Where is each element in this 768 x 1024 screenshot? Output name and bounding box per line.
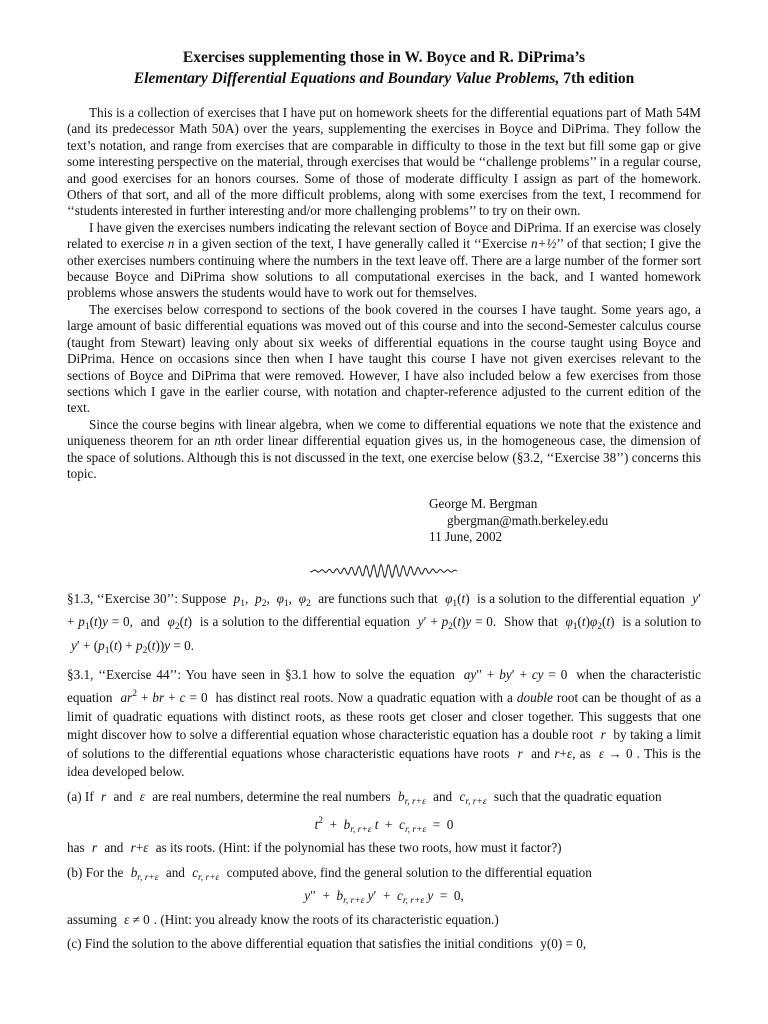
document-page	[67, 48, 701, 960]
exercise-part-c: (c) Find the solution to the above differential equation that satisfies the initial conditions y(0) = 0,	[67, 936, 587, 952]
intro-paragraph-1: This is a collection of exercises that I have put on homework sheets for the differential equations part of Math 54M (and its predecessor Math 50A) over the years, supplementing the exercises in Boyce and DiPrima. They follow the text’s notation, and range from exercises that are comparable in difficulty to those in the text but fill some gap or give some interesting perspective on the material, through exercises that would be ‘‘challenge problems’’ in a regular course, and good exercises for an honors courses. Some of those of moderate difficulty I assign as part of the homework. Others of that sort, and all of the more difficult problems, along with some exercises from the text, I recommend for ‘‘students interested in further interesting and/or more challenging problems’’ to try on their own.	[67, 105, 701, 219]
exercise-label: §1.3, ‘‘Exercise 30’’:	[67, 590, 179, 606]
intro-paragraph-3: The exercises below correspond to sections of the book covered in the courses I have taught. Some years ago, a large amount of basic differential equations was moved out of this course and into the second-Semester calculus course (taught from Stewart) leaving only about six weeks of differential equations in the course taught using Boyce and DiPrima. Hence on occasions since then when I have taught this course I have not given exercises relevant to the sections of Boyce and DiPrima that were removed. However, I have also included below a few exercises from those sections which I gave in the earlier course, with notation and chapter-reference adjusted to the current edition of the text.	[67, 301, 701, 416]
book-title: Elementary Differential Equations and Boundary Value Problems,	[133, 70, 560, 87]
intro-paragraph-2: I have given the exercises numbers indicating the relevant section of Boyce and DiPrima. If an exercise was closely related to exercise n in a given section of the text, I have generally called it ‘‘Exercise n+½’’ of that section; I give the other exercises numbers continuing where the numbers in the text leave off. There are a large number of the former sort because Boyce and DiPrima show solutions to all computational exercises in the back, and I wanted homework problems whose answers the students would have to work out for themselves.	[67, 219, 701, 301]
document-date: 11 June, 2002	[429, 529, 503, 545]
edition-label: 7th edition	[559, 70, 635, 87]
equation-quadratic: $t^2 + b_{r, r+\varepsilon}$ $t + c_{r, r+\varepsilon} = 0$	[314, 815, 454, 835]
author-name: George M. Bergman	[429, 496, 538, 512]
exercise-part-a: (a) If r and ε are real numbers, determine the real numbers $b_{r, r+\varepsilon}$ and $c_{r, r+\varepsilon}$ such that the quadratic equation	[67, 788, 662, 807]
intro-paragraph-4: Since the course begins with linear algebra, when we come to differential equations we note that the existence and uniqueness theorem for an nth order linear differential equation gives us, in the homogeneous case, the dimension of the space of solutions. Although this is not discussed in the text, one exercise below (§3.2, ‘‘Exercise 38’’) concerns this topic.	[67, 416, 701, 481]
exercise-3-1: §3.1, ‘‘Exercise 44’’: You have seen in §3.1 how to solve the equation ay′′ + by′ + cy = 0 when the characteristic equation $ar^2$ + br + c = 0 has distinct real roots. Now a quadratic equation with a double root can be thought of as a limit of quadratic equations with distinct roots, as these roots get closer and closer together. This suggests that one might discover how to solve a differential equation whose characteristic equation has a double root r by taking a limit of solutions to the differential equations whose characteristic equations have roots r and r+ε, as ε → 0 . This is the idea developed below.	[67, 667, 702, 780]
exercise-label: §3.1, ‘‘Exercise 44’’:	[67, 667, 182, 683]
exercise-part-b-cont: assuming ε ≠ 0 . (Hint: you already know the roots of its characteristic equation.)	[67, 911, 499, 927]
title-line-1: Exercises supplementing those in W. Boyce and R. DiPrima’s	[182, 49, 586, 66]
intro-section	[67, 105, 701, 482]
exercise-part-b: (b) For the $b_{r, r+\varepsilon}$ and $c_{r, r+\varepsilon}$ computed above, find the general solution to the differential equation	[67, 864, 592, 883]
author-email[interactable]: gbergman@math.berkeley.edu	[447, 512, 609, 528]
title-line-2	[67, 68, 701, 89]
signature-block	[429, 496, 701, 545]
equation-differential: $y'' + b_{r, r+\varepsilon}$ $y' + c_{r, r+\varepsilon}$ y = 0,	[304, 888, 464, 907]
exercise-1-3: §1.3, ‘‘Exercise 30’’: Suppose $p_1$, $p_2$, $\varphi_1$, $\varphi_2$ are functions such that $\varphi_1(t)$ is a solution to the differential equation $y' + p_1(t)y = 0$, and $\varphi_2(t)$ is a solution to the differential equation $y' + p_2(t)y = 0$. Show that $\varphi_1(t)\varphi_2(t)$ is a solution to $y' + (p_1(t) + p_2(t))y = 0$.	[67, 590, 702, 656]
exercise-part-a-cont: has r and r+ε as its roots. (Hint: if the polynomial has these two roots, how must it factor?)	[67, 839, 562, 855]
squiggle-divider-icon	[309, 562, 459, 580]
